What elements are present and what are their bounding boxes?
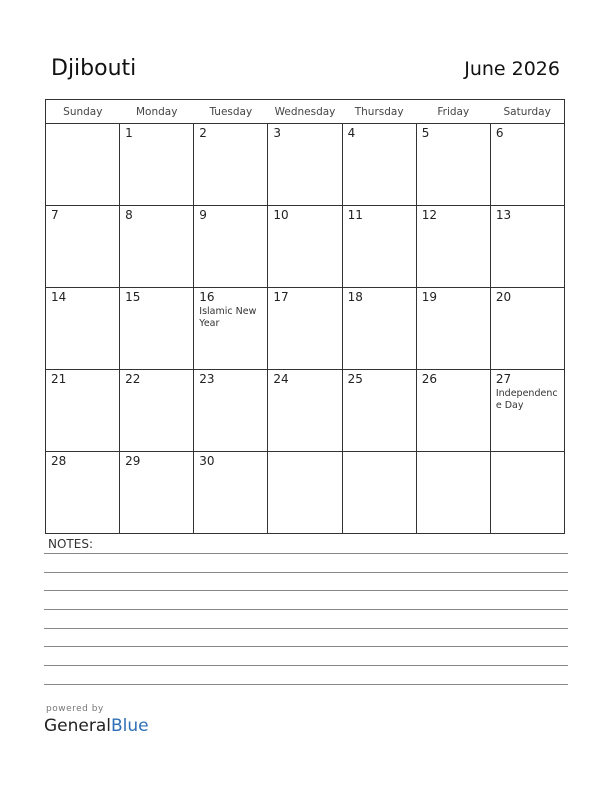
calendar-day-cell <box>194 452 268 534</box>
day-number: 30 <box>199 454 215 468</box>
calendar-day-cell <box>490 124 564 206</box>
notes-line <box>44 609 568 610</box>
day-number: 4 <box>347 126 356 140</box>
notes-line <box>44 665 568 666</box>
notes-line <box>44 646 568 647</box>
notes-line <box>44 628 568 629</box>
day-number: 6 <box>495 126 504 140</box>
day-number: 12 <box>421 208 437 222</box>
weekday-header: Saturday <box>490 100 564 124</box>
calendar-day-cell <box>490 206 564 288</box>
calendar-day-cell <box>46 452 120 534</box>
day-number: 7 <box>51 208 59 222</box>
weekday-header: Sunday <box>46 100 120 124</box>
calendar-day-cell <box>194 206 268 288</box>
day-number: 23 <box>199 372 215 386</box>
day-number: 8 <box>125 208 133 222</box>
weekday-header: Wednesday <box>268 100 342 124</box>
brand-general: General <box>44 716 111 736</box>
calendar-week-row <box>46 370 565 452</box>
weekday-header-row <box>46 100 565 124</box>
day-number: 29 <box>125 454 141 468</box>
weekday-header: Friday <box>416 100 490 124</box>
calendar-day-cell <box>490 288 564 370</box>
calendar-day-cell <box>120 124 194 206</box>
calendar-day-cell <box>46 370 120 452</box>
day-number: 16 <box>199 290 215 304</box>
day-number: 10 <box>273 208 289 222</box>
calendar-day-cell <box>416 370 490 452</box>
day-number: 24 <box>273 372 289 386</box>
weekday-header: Tuesday <box>194 100 268 124</box>
calendar-week-row <box>46 452 565 534</box>
calendar-day-cell <box>490 452 564 534</box>
notes-line <box>44 553 568 554</box>
calendar-day-cell <box>268 452 342 534</box>
day-number: 21 <box>51 372 67 386</box>
powered-by-text: powered by <box>46 704 104 714</box>
calendar-day-cell <box>268 370 342 452</box>
calendar-week-row <box>46 124 565 206</box>
weekday-header: Monday <box>120 100 194 124</box>
calendar-grid <box>45 99 565 534</box>
day-number: 17 <box>273 290 289 304</box>
calendar-day-cell <box>416 206 490 288</box>
calendar-day-cell <box>416 452 490 534</box>
day-number: 25 <box>347 372 363 386</box>
day-number: 20 <box>495 290 512 304</box>
calendar-day-cell <box>342 206 416 288</box>
day-number: 26 <box>421 372 437 386</box>
calendar-day-cell <box>120 206 194 288</box>
day-number: 3 <box>273 126 282 140</box>
day-number: 9 <box>199 208 207 222</box>
day-number: 18 <box>347 290 363 304</box>
day-number: 5 <box>421 126 430 140</box>
notes-line <box>44 572 568 573</box>
holiday-label: Independence Day <box>495 388 558 411</box>
calendar-day-cell <box>342 288 416 370</box>
calendar-day-cell <box>342 370 416 452</box>
weekday-header: Thursday <box>342 100 416 124</box>
country-title: Djibouti <box>51 56 137 81</box>
day-number: 13 <box>495 208 512 222</box>
notes-line <box>44 684 568 685</box>
month-year-title: June 2026 <box>464 58 560 80</box>
calendar-day-cell <box>268 206 342 288</box>
calendar-week-row <box>46 206 565 288</box>
calendar-day-cell <box>46 124 120 206</box>
day-number: 11 <box>347 208 363 222</box>
day-number: 2 <box>199 126 207 140</box>
calendar-day-cell <box>194 124 268 206</box>
holiday-label: Islamic New Year <box>199 306 257 329</box>
calendar-day-cell <box>416 124 490 206</box>
calendar-day-cell <box>120 452 194 534</box>
day-number: 27 <box>495 372 512 386</box>
notes-label: NOTES: <box>48 537 93 551</box>
calendar-day-cell <box>268 124 342 206</box>
day-number: 22 <box>125 372 141 386</box>
calendar-day-cell <box>120 370 194 452</box>
notes-line <box>44 590 568 591</box>
calendar-day-cell <box>490 370 564 452</box>
calendar-day-cell <box>194 288 268 370</box>
calendar-day-cell <box>46 206 120 288</box>
calendar-day-cell <box>46 288 120 370</box>
day-number: 15 <box>125 290 141 304</box>
brand-logo <box>44 716 149 736</box>
calendar-day-cell <box>342 452 416 534</box>
calendar-day-cell <box>120 288 194 370</box>
day-number: 14 <box>51 290 67 304</box>
calendar-day-cell <box>268 288 342 370</box>
day-number: 1 <box>125 126 133 140</box>
calendar-week-row <box>46 288 565 370</box>
calendar-day-cell <box>194 370 268 452</box>
calendar-day-cell <box>416 288 490 370</box>
brand-blue: Blue <box>111 716 149 736</box>
day-number: 28 <box>51 454 67 468</box>
calendar-day-cell <box>342 124 416 206</box>
day-number: 19 <box>421 290 437 304</box>
